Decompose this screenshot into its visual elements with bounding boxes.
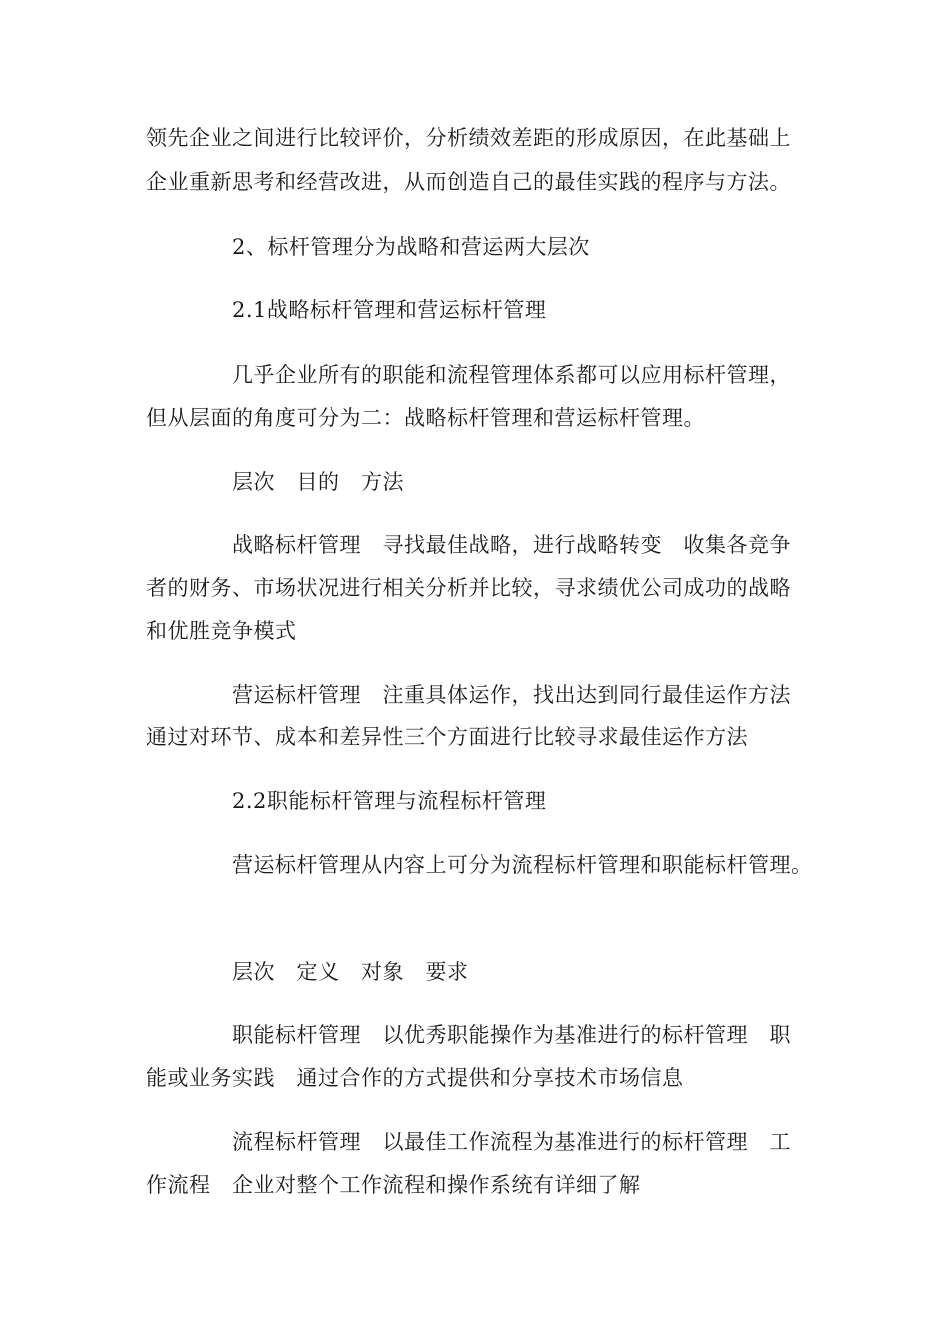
paragraph-line: 企业重新思考和经营改进，从而创造自己的最佳实践的程序与方法。 bbox=[146, 170, 791, 194]
subsection-heading: 2.2职能标杆管理与流程标杆管理 bbox=[232, 789, 547, 813]
section-heading: 2、标杆管理分为战略和营运两大层次 bbox=[232, 235, 590, 259]
table-row-line: 职能标杆管理 以优秀职能操作为基准进行的标杆管理 职 bbox=[232, 1023, 791, 1047]
table-row-line: 战略标杆管理 寻找最佳战略，进行战略转变 收集各竞争 bbox=[232, 533, 791, 557]
table-row-line: 通过对环节、成本和差异性三个方面进行比较寻求最佳运作方法 bbox=[146, 725, 748, 749]
paragraph-line: 领先企业之间进行比较评价，分析绩效差距的形成原因，在此基础上 bbox=[146, 126, 791, 150]
paragraph-line: 但从层面的角度可分为二：战略标杆管理和营运标杆管理。 bbox=[146, 406, 705, 430]
paragraph-line: 几乎企业所有的职能和流程管理体系都可以应用标杆管理， bbox=[232, 363, 791, 387]
table-row-line: 者的财务、市场状况进行相关分析并比较，寻求绩优公司成功的战略 bbox=[146, 576, 791, 600]
subsection-heading: 2.1战略标杆管理和营运标杆管理 bbox=[232, 298, 547, 322]
table-row-line: 能或业务实践 通过合作的方式提供和分享技术市场信息 bbox=[146, 1066, 684, 1090]
table-row-line: 和优胜竞争模式 bbox=[146, 619, 297, 643]
table-header-row: 层次 定义 对象 要求 bbox=[232, 960, 469, 984]
table-row-line: 流程标杆管理 以最佳工作流程为基准进行的标杆管理 工 bbox=[232, 1130, 791, 1154]
table-row-line: 营运标杆管理 注重具体运作，找出达到同行最佳运作方法 bbox=[232, 683, 791, 707]
table-row-line: 作流程 企业对整个工作流程和操作系统有详细了解 bbox=[146, 1173, 641, 1197]
table-header-row: 层次 目的 方法 bbox=[232, 470, 404, 494]
paragraph-line: 营运标杆管理从内容上可分为流程标杆管理和职能标杆管理。 bbox=[232, 853, 813, 877]
